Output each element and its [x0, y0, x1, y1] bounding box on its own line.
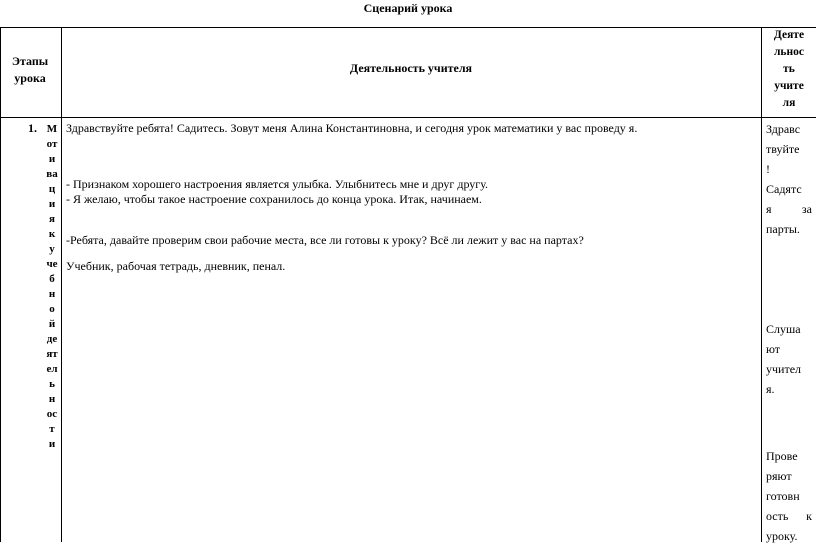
stage-name-line: М — [46, 123, 58, 135]
stage-name-line: ц — [48, 183, 56, 195]
table-border-header-bottom — [0, 117, 816, 118]
student-listen — [766, 319, 812, 399]
stage-name-line: и — [48, 438, 56, 450]
stage-name-line: че — [46, 258, 58, 270]
student-text-line: уроку. — [766, 529, 798, 543]
header-teacher: Деятельность учителя — [349, 61, 473, 75]
student-text-line: ряют — [766, 469, 792, 483]
stage-name-line: от — [46, 138, 58, 150]
stage-name-line: н — [48, 393, 56, 405]
header-student-line: льнос — [773, 46, 804, 58]
stage-name-line: ос — [46, 408, 58, 420]
student-text-line: готовн — [766, 489, 800, 503]
header-stage-line: Этапы — [11, 54, 49, 68]
document-title: Сценарий урока — [363, 1, 453, 15]
student-greeting — [766, 119, 812, 179]
stage-name-line: ят — [46, 348, 58, 360]
student-sit-down — [766, 179, 812, 239]
header-student-line: учите — [774, 80, 804, 92]
stage-name-line: о — [49, 303, 55, 315]
teacher-wish-line: - Я желаю, чтобы такое настроение сохранилось до конца урока. Итак, начинаем. — [66, 192, 482, 206]
header-student-line: ть — [783, 63, 795, 75]
student-text-word: за — [801, 202, 812, 216]
student-text-word: к — [806, 509, 812, 523]
stage-name-line: ь — [49, 378, 55, 390]
table-border-top — [0, 27, 816, 28]
stage-number: 1. — [28, 121, 37, 135]
student-text-line: ют — [766, 342, 781, 356]
stage-name-line: н — [48, 288, 56, 300]
stage-name-line: б — [49, 273, 55, 285]
stage-name-line: я — [49, 213, 55, 225]
student-text-line: я. — [766, 382, 775, 396]
student-text-line: твуйте — [766, 142, 800, 156]
header-student-line: Деяте — [773, 29, 805, 41]
student-text-line: учител — [766, 362, 802, 376]
student-text-word: ость — [766, 509, 789, 523]
stage-name-line: й — [48, 318, 56, 330]
student-text-line: Садятс — [766, 182, 802, 196]
student-text-word: я — [766, 202, 772, 216]
stage-name — [40, 122, 64, 452]
stage-name-line: у — [49, 243, 55, 255]
student-text-line-justified — [766, 199, 812, 219]
student-text-line: парты. — [766, 222, 800, 236]
header-stage — [4, 53, 56, 87]
stage-name-line: т — [49, 423, 55, 435]
student-text-line: Прове — [766, 449, 798, 463]
student-check-readiness — [766, 446, 812, 546]
teacher-supplies-list: Учебник, рабочая тетрадь, дневник, пенал. — [66, 259, 286, 273]
table-border-left — [0, 27, 1, 542]
stage-name-line: де — [46, 333, 58, 345]
teacher-check-question: -Ребята, давайте проверим свои рабочие места, все ли готовы к уроку? Всё ли лежит у вас на партах? — [66, 233, 584, 247]
header-stage-line: урока — [14, 71, 46, 85]
stage-name-line: ва — [46, 168, 58, 180]
student-text-line: ! — [766, 162, 770, 176]
student-text-line: Здравс — [766, 122, 801, 136]
stage-name-line: и — [48, 153, 56, 165]
teacher-smile-line: - Признаком хорошего настроения является улыбка. Улыбнитесь мне и друг другу. — [66, 177, 489, 191]
student-text-line-justified — [766, 506, 812, 526]
stage-name-line: ел — [46, 363, 58, 375]
stage-name-line: к — [48, 228, 56, 240]
student-text-line: Слуша — [766, 322, 801, 336]
stage-name-line: и — [48, 198, 56, 210]
header-student — [762, 27, 816, 112]
teacher-greeting: Здравствуйте ребята! Садитесь. Зовут меня Алина Константиновна, и сегодня урок математики у вас проведу я. — [66, 121, 638, 135]
header-student-line: ля — [782, 97, 796, 109]
